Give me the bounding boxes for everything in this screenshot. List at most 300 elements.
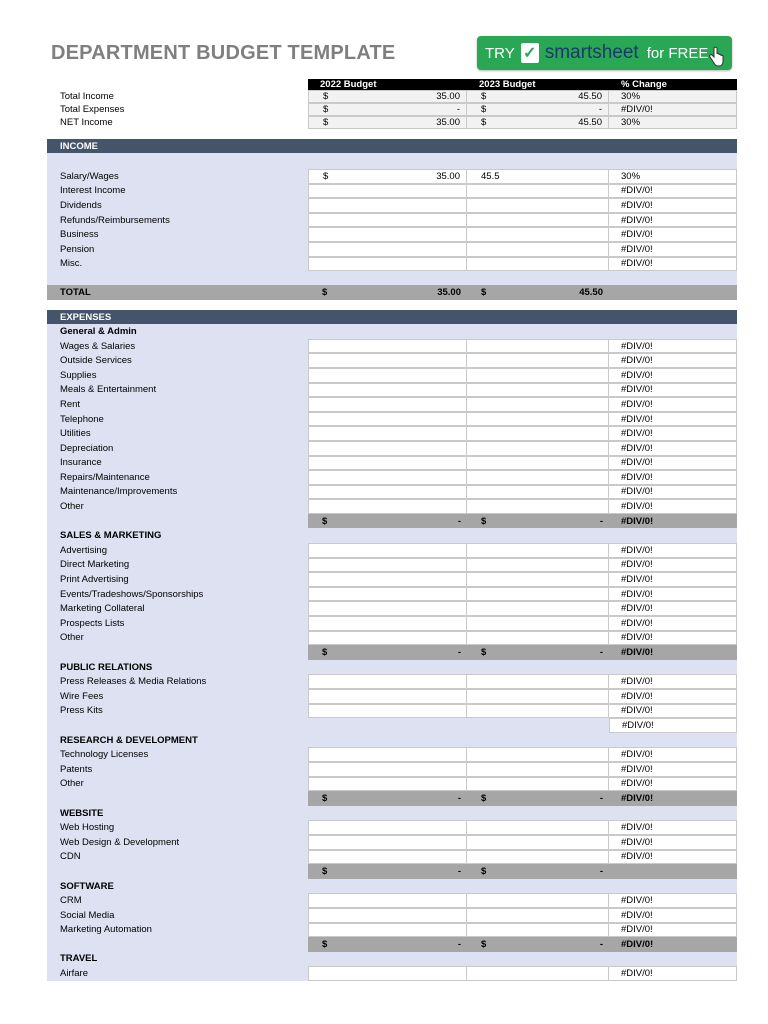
income-change: #DIV/0! [609, 227, 737, 242]
expense-2022-input[interactable] [308, 426, 467, 441]
summary-2023[interactable] [467, 90, 609, 103]
income-2022-input[interactable] [308, 213, 467, 228]
expense-2023-input[interactable] [467, 820, 609, 835]
expense-label: Patents [60, 763, 93, 775]
income-label: Refunds/Reimbursements [60, 214, 170, 226]
expense-2022-input[interactable] [308, 820, 467, 835]
expense-2023-input[interactable] [467, 777, 609, 792]
expense-section-label: SALES & MARKETING [60, 530, 162, 542]
expense-2022-input[interactable] [308, 397, 467, 412]
subtotal-2023[interactable] [467, 937, 609, 952]
expenses-title: EXPENSES [60, 311, 112, 323]
expense-label: Rent [60, 398, 81, 410]
income-total-label: TOTAL [60, 287, 91, 299]
expense-change: #DIV/0! [609, 412, 737, 427]
expense-2022-input[interactable] [308, 631, 467, 646]
amount: 35.00 [436, 170, 460, 182]
currency-symbol: $ [481, 938, 487, 950]
checkmark-icon: ✓ [521, 43, 539, 63]
summary-label: Total Expenses [60, 104, 125, 115]
expense-2023-input[interactable] [467, 456, 609, 471]
expense-label: Outside Services [60, 355, 132, 367]
expense-change: #DIV/0! [609, 470, 737, 485]
subtotal-2022[interactable] [308, 514, 467, 529]
expense-row [47, 426, 737, 441]
expense-label: Technology Licenses [60, 749, 149, 761]
expense-label: Depreciation [60, 442, 114, 454]
expense-row [47, 441, 737, 456]
expense-row [47, 456, 737, 471]
header-row [47, 79, 737, 90]
cta-free-label: for FREE [646, 44, 709, 62]
expense-2023-input[interactable] [467, 966, 609, 981]
amount: - [598, 104, 602, 115]
expense-2022-input[interactable] [308, 704, 467, 719]
subtotal-spacer [47, 514, 308, 529]
currency-symbol: $ [481, 117, 487, 128]
subtotal-2023[interactable] [467, 791, 609, 806]
expense-2022-input[interactable] [308, 601, 467, 616]
amount: 45.50 [578, 91, 602, 102]
expense-change: #DIV/0! [609, 908, 737, 923]
amount: 35.00 [437, 287, 461, 299]
expense-row [47, 762, 737, 777]
expense-row [47, 470, 737, 485]
spacer [47, 271, 737, 285]
budget-sheet [47, 79, 737, 981]
expense-change: #DIV/0! [609, 762, 737, 777]
income-row [47, 257, 737, 272]
income-label: Dividends [60, 199, 102, 211]
summary-2022[interactable] [308, 90, 467, 103]
expense-label: Other [60, 632, 84, 644]
expense-change: #DIV/0! [609, 587, 737, 602]
income-total-2023[interactable] [467, 285, 609, 300]
expense-label: Repairs/Maintenance [60, 471, 150, 483]
expense-change: #DIV/0! [609, 966, 737, 981]
expense-row [47, 601, 737, 616]
income-2023-input[interactable] [467, 198, 609, 213]
expense-row [47, 893, 737, 908]
expense-row [47, 689, 737, 704]
expense-2022-input[interactable] [308, 470, 467, 485]
expense-2022-input[interactable] [308, 747, 467, 762]
expense-2022-input[interactable] [308, 485, 467, 500]
expense-2023-input[interactable] [467, 747, 609, 762]
expense-label: Wire Fees [60, 690, 104, 702]
expense-2023-input[interactable] [467, 893, 609, 908]
expense-2022-input[interactable] [308, 543, 467, 558]
currency-symbol: $ [481, 104, 487, 115]
expense-row [47, 616, 737, 631]
currency-symbol: $ [481, 647, 487, 659]
subtotal-2022[interactable] [308, 937, 467, 952]
summary-row [47, 103, 737, 116]
expense-label: Marketing Collateral [60, 603, 145, 615]
income-row [47, 198, 737, 213]
expense-change: #DIV/0! [609, 820, 737, 835]
expense-row [47, 777, 737, 792]
expense-label: Prospects Lists [60, 617, 125, 629]
income-row [47, 242, 737, 257]
subtotal-change: #DIV/0! [609, 718, 737, 733]
summary-2023[interactable] [467, 103, 609, 116]
summary-change: #DIV/0! [609, 103, 737, 116]
income-section-header [47, 139, 737, 153]
income-2023-input[interactable] [467, 242, 609, 257]
expense-change: #DIV/0! [609, 499, 737, 514]
expense-2022-input[interactable] [308, 674, 467, 689]
expense-row [47, 572, 737, 587]
currency-symbol: $ [322, 515, 328, 527]
currency-symbol: $ [323, 170, 329, 182]
income-2022-input[interactable] [308, 169, 467, 184]
amount: - [457, 647, 461, 659]
subtotal-change: #DIV/0! [609, 514, 737, 529]
expense-section-title [47, 660, 737, 675]
currency-symbol: $ [322, 287, 328, 299]
expense-2023-input[interactable] [467, 835, 609, 850]
expense-subtotal-row [47, 791, 737, 806]
expense-change: #DIV/0! [609, 383, 737, 398]
expense-row [47, 908, 737, 923]
expense-2023-input[interactable] [467, 368, 609, 383]
expense-2023-input[interactable] [467, 558, 609, 573]
expense-row [47, 587, 737, 602]
income-total-2022[interactable] [308, 285, 467, 300]
amount: - [457, 515, 461, 527]
expense-2023-input[interactable] [467, 601, 609, 616]
expense-change: #DIV/0! [609, 616, 737, 631]
summary-change: 30% [609, 90, 737, 103]
expense-row [47, 923, 737, 938]
expense-label: Insurance [60, 457, 102, 469]
expense-row [47, 368, 737, 383]
summary-2022[interactable] [308, 116, 467, 129]
expense-row [47, 704, 737, 719]
expense-change: #DIV/0! [609, 397, 737, 412]
amount: 35.00 [436, 91, 460, 102]
expense-2022-input[interactable] [308, 762, 467, 777]
income-2023-input[interactable] [467, 213, 609, 228]
expense-2023-input[interactable] [467, 485, 609, 500]
expense-2022-input[interactable] [308, 850, 467, 865]
expense-change: #DIV/0! [609, 777, 737, 792]
expense-change: #DIV/0! [609, 368, 737, 383]
expense-change: #DIV/0! [609, 704, 737, 719]
expense-2022-input[interactable] [308, 893, 467, 908]
income-label: Misc. [60, 258, 83, 270]
expense-section-label: WEBSITE [60, 807, 104, 819]
page-title: DEPARTMENT BUDGET TEMPLATE [51, 42, 396, 64]
header-spacer [47, 79, 308, 90]
cta-brand-label: smartsheet [544, 42, 639, 63]
expense-2023-input[interactable] [467, 923, 609, 938]
expense-section-title [47, 879, 737, 894]
expense-2022-input[interactable] [308, 572, 467, 587]
expense-2023-input[interactable] [467, 587, 609, 602]
income-2023-input[interactable] [467, 184, 609, 199]
expense-section-label: General & Admin [60, 325, 137, 337]
expense-2023-input[interactable] [467, 499, 609, 514]
expense-label: Maintenance/Improvements [60, 486, 178, 498]
subtotal-spacer [47, 791, 308, 806]
subtotal-change: #DIV/0! [609, 937, 737, 952]
expense-2022-input[interactable] [308, 587, 467, 602]
expense-label: Utilities [60, 428, 91, 440]
income-2022-input[interactable] [308, 257, 467, 272]
expense-subtotal-row [47, 864, 737, 879]
expense-change: #DIV/0! [609, 426, 737, 441]
expense-2022-input[interactable] [308, 441, 467, 456]
header-2023: 2023 Budget [467, 79, 609, 90]
expense-row [47, 397, 737, 412]
currency-symbol: $ [481, 287, 487, 299]
amount: - [599, 792, 603, 804]
expense-2023-input[interactable] [467, 674, 609, 689]
expense-row [47, 353, 737, 368]
summary-label: Total Income [60, 91, 114, 102]
expense-2023-input[interactable] [467, 689, 609, 704]
expense-2023-input[interactable] [467, 572, 609, 587]
expense-2022-input[interactable] [308, 353, 467, 368]
expense-label: Other [60, 778, 84, 790]
income-row [47, 169, 737, 184]
amount: - [457, 938, 461, 950]
currency-symbol: $ [323, 117, 329, 128]
subtotal-2022[interactable] [308, 645, 467, 660]
amount: - [457, 792, 461, 804]
expense-label: Wages & Salaries [60, 340, 136, 352]
income-2023-input[interactable] [467, 227, 609, 242]
expense-2023-input[interactable] [467, 397, 609, 412]
expense-2023-input[interactable] [467, 704, 609, 719]
subtotal-spacer [47, 645, 308, 660]
expense-2023-input[interactable] [467, 353, 609, 368]
income-2023-input[interactable]: 45.5 [467, 169, 609, 184]
currency-symbol: $ [322, 647, 328, 659]
income-total-row [47, 285, 737, 300]
expense-2023-input[interactable] [467, 441, 609, 456]
subtotal-spacer [47, 718, 308, 733]
income-total-change [609, 285, 737, 300]
expense-2023-input[interactable] [467, 426, 609, 441]
subtotal-2022[interactable] [308, 791, 467, 806]
expense-label: Direct Marketing [60, 559, 130, 571]
summary-label: NET Income [60, 117, 113, 128]
expense-2022-input[interactable] [308, 616, 467, 631]
expense-label: Supplies [60, 369, 97, 381]
subtotal-2023[interactable] [467, 514, 609, 529]
expense-section-title [47, 528, 737, 543]
expense-row [47, 383, 737, 398]
income-2022-input[interactable] [308, 242, 467, 257]
expense-label: Web Design & Development [60, 836, 180, 848]
expense-change: #DIV/0! [609, 674, 737, 689]
expense-section-label: RESEARCH & DEVELOPMENT [60, 734, 198, 746]
income-label: Interest Income [60, 185, 126, 197]
expense-2022-input[interactable] [308, 412, 467, 427]
income-row [47, 184, 737, 199]
expense-row [47, 499, 737, 514]
amount: 45.50 [578, 117, 602, 128]
currency-symbol: $ [481, 515, 487, 527]
expense-section-label: PUBLIC RELATIONS [60, 661, 153, 673]
expense-2022-input[interactable] [308, 558, 467, 573]
income-row [47, 227, 737, 242]
expense-label: Press Releases & Media Relations [60, 676, 207, 688]
expense-section-title [47, 806, 737, 821]
expense-section-label: SOFTWARE [60, 880, 114, 892]
subtotal-2022[interactable] [308, 864, 467, 879]
expense-row [47, 339, 737, 354]
pointer-hand-icon [708, 46, 724, 68]
subtotal-2023[interactable] [467, 645, 609, 660]
expense-change: #DIV/0! [609, 631, 737, 646]
expense-section-title [47, 324, 737, 339]
subtotal-2023[interactable] [467, 864, 609, 879]
expense-row [47, 631, 737, 646]
amount: 35.00 [436, 117, 460, 128]
expense-subtotal-row [47, 645, 737, 660]
expense-2022-input[interactable] [308, 499, 467, 514]
income-row [47, 213, 737, 228]
expense-2022-input[interactable] [308, 777, 467, 792]
currency-symbol: $ [481, 792, 487, 804]
expense-row [47, 747, 737, 762]
expense-row [47, 835, 737, 850]
expense-subtotal-row [47, 514, 737, 529]
spacer [47, 300, 737, 310]
expense-change: #DIV/0! [609, 572, 737, 587]
expense-2022-input[interactable] [308, 368, 467, 383]
expense-2022-input[interactable] [308, 908, 467, 923]
expense-label: Press Kits [60, 705, 103, 717]
expense-2023-input[interactable] [467, 470, 609, 485]
expense-change: #DIV/0! [609, 456, 737, 471]
amount: - [599, 647, 603, 659]
income-2022-input[interactable] [308, 184, 467, 199]
expense-row [47, 543, 737, 558]
expense-2023-input[interactable] [467, 631, 609, 646]
currency-symbol: $ [323, 91, 329, 102]
amount: - [599, 865, 603, 877]
expense-2023-input[interactable] [467, 339, 609, 354]
income-2023-input[interactable] [467, 257, 609, 272]
expense-2023-input[interactable] [467, 383, 609, 398]
subtotal-spacer [47, 937, 308, 952]
expense-label: Meals & Entertainment [60, 384, 157, 396]
expense-label: Other [60, 501, 84, 513]
expense-row [47, 412, 737, 427]
expense-row [47, 966, 737, 981]
expense-2022-input[interactable] [308, 456, 467, 471]
cta-try-label: TRY [485, 44, 515, 62]
expense-change: #DIV/0! [609, 747, 737, 762]
header-2022: 2022 Budget [308, 79, 467, 90]
try-smartsheet-button[interactable] [477, 36, 732, 70]
expense-2023-input[interactable] [467, 850, 609, 865]
spacer [47, 129, 737, 139]
expense-label: Marketing Automation [60, 924, 152, 936]
subtotal-change [609, 864, 737, 879]
expense-label: Telephone [60, 413, 104, 425]
income-label: Pension [60, 243, 95, 255]
expense-subtotal-row [47, 718, 737, 733]
currency-symbol: $ [322, 865, 328, 877]
expense-change: #DIV/0! [609, 689, 737, 704]
income-change: 30% [609, 169, 737, 184]
expense-change: #DIV/0! [609, 441, 737, 456]
expense-2022-input[interactable] [308, 689, 467, 704]
income-change: #DIV/0! [609, 184, 737, 199]
expense-change: #DIV/0! [609, 558, 737, 573]
expense-label: CDN [60, 851, 81, 863]
income-label: Salary/Wages [60, 170, 119, 182]
amount: - [457, 865, 461, 877]
income-label: Business [60, 229, 99, 241]
amount: 45.50 [579, 287, 603, 299]
summary-2022[interactable] [308, 103, 467, 116]
expense-2022-input[interactable] [308, 835, 467, 850]
income-change: #DIV/0! [609, 198, 737, 213]
amount: - [456, 104, 460, 115]
summary-change: 30% [609, 116, 737, 129]
expense-row [47, 485, 737, 500]
expense-2023-input[interactable] [467, 412, 609, 427]
expense-2022-input[interactable] [308, 966, 467, 981]
expense-label: Print Advertising [60, 574, 129, 586]
expense-change: #DIV/0! [609, 923, 737, 938]
income-2022-input[interactable] [308, 227, 467, 242]
expense-2022-input[interactable] [308, 923, 467, 938]
expense-row [47, 820, 737, 835]
amount: - [599, 938, 603, 950]
expense-2023-input[interactable] [467, 543, 609, 558]
expense-label: Web Hosting [60, 822, 115, 834]
income-change: #DIV/0! [609, 242, 737, 257]
expense-label: Social Media [60, 909, 115, 921]
expenses-section-header [47, 310, 737, 324]
income-change: #DIV/0! [609, 257, 737, 272]
income-2022-input[interactable] [308, 198, 467, 213]
expense-change: #DIV/0! [609, 485, 737, 500]
subtotal-change: #DIV/0! [609, 791, 737, 806]
expense-2023-input[interactable] [467, 762, 609, 777]
expense-2023-input[interactable] [467, 616, 609, 631]
subtotal-spacer [47, 864, 308, 879]
expense-change: #DIV/0! [609, 835, 737, 850]
income-title: INCOME [60, 140, 98, 152]
expense-subtotal-row [47, 937, 737, 952]
expense-label: Advertising [60, 544, 107, 556]
currency-symbol: $ [481, 91, 487, 102]
expense-change: #DIV/0! [609, 353, 737, 368]
expense-2022-input[interactable] [308, 383, 467, 398]
header-change: % Change [609, 79, 737, 90]
expense-2023-input[interactable] [467, 908, 609, 923]
summary-row [47, 90, 737, 103]
expense-section-title [47, 733, 737, 748]
expense-section-title [47, 952, 737, 967]
expense-row [47, 850, 737, 865]
summary-2023[interactable] [467, 116, 609, 129]
expense-change: #DIV/0! [609, 850, 737, 865]
currency-symbol: $ [323, 104, 329, 115]
expense-change: #DIV/0! [609, 601, 737, 616]
currency-symbol: $ [322, 938, 328, 950]
expense-2022-input[interactable] [308, 339, 467, 354]
